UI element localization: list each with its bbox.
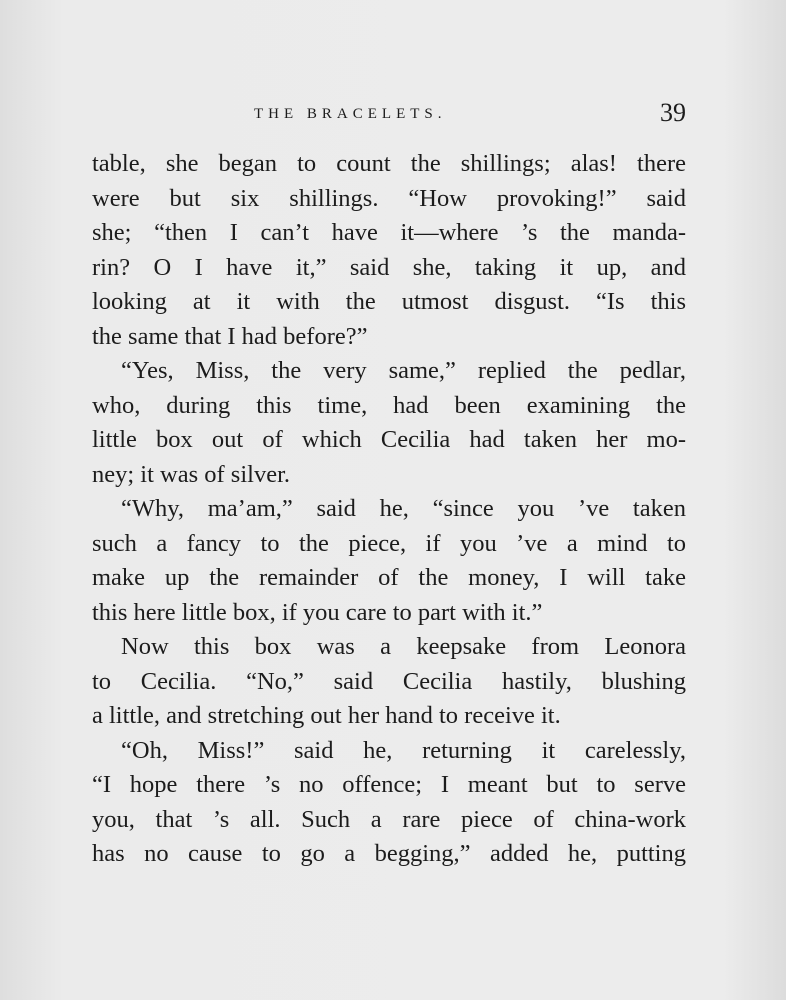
text-line: little box out of which Cecilia had taken her mo-	[92, 426, 686, 453]
text-line: rin? O I have it,” said she, taking it up, and	[92, 253, 686, 281]
text-line: who, during this time, had been examining the	[92, 391, 686, 419]
page-number: 39	[660, 98, 686, 127]
text-line: this here little box, if you care to part with it.”	[92, 598, 543, 626]
text-line: were but six shillings. “How provoking!” said	[92, 184, 686, 212]
text-line: you, that ’s all. Such a rare piece of china-work	[92, 805, 686, 833]
running-head	[92, 98, 686, 128]
text-line: ney; it was of silver.	[92, 460, 291, 488]
text-line: such a fancy to the piece, if you ’ve a mind to	[92, 529, 686, 557]
text-line: “Yes, Miss, the very same,” replied the pedlar,	[121, 357, 686, 384]
body-text	[92, 147, 686, 872]
text-line: table, she began to count the shillings; alas! there	[92, 150, 686, 177]
text-line: looking at it with the utmost disgust. “Is this	[92, 288, 686, 315]
text-line: has no cause to go a begging,” added he, putting	[92, 840, 686, 867]
text-line: “Why, ma’am,” said he, “since you ’ve taken	[121, 495, 686, 522]
text-line: a little, and stretching out her hand to receive it.	[92, 702, 561, 729]
text-line: the same that I had before?”	[92, 322, 368, 350]
text-line: “I hope there ’s no offence; I meant but to serve	[92, 771, 686, 798]
text-line: Now this box was a keepsake from Leonora	[121, 633, 686, 660]
text-line: “Oh, Miss!” said he, returning it carelessly,	[121, 736, 686, 764]
text-line: she; “then I can’t have it—where ’s the manda-	[92, 219, 686, 246]
running-title: THE BRACELETS.	[254, 106, 447, 122]
text-line: make up the remainder of the money, I will take	[92, 564, 686, 591]
text-line: to Cecilia. “No,” said Cecilia hastily, blushing	[92, 667, 686, 695]
